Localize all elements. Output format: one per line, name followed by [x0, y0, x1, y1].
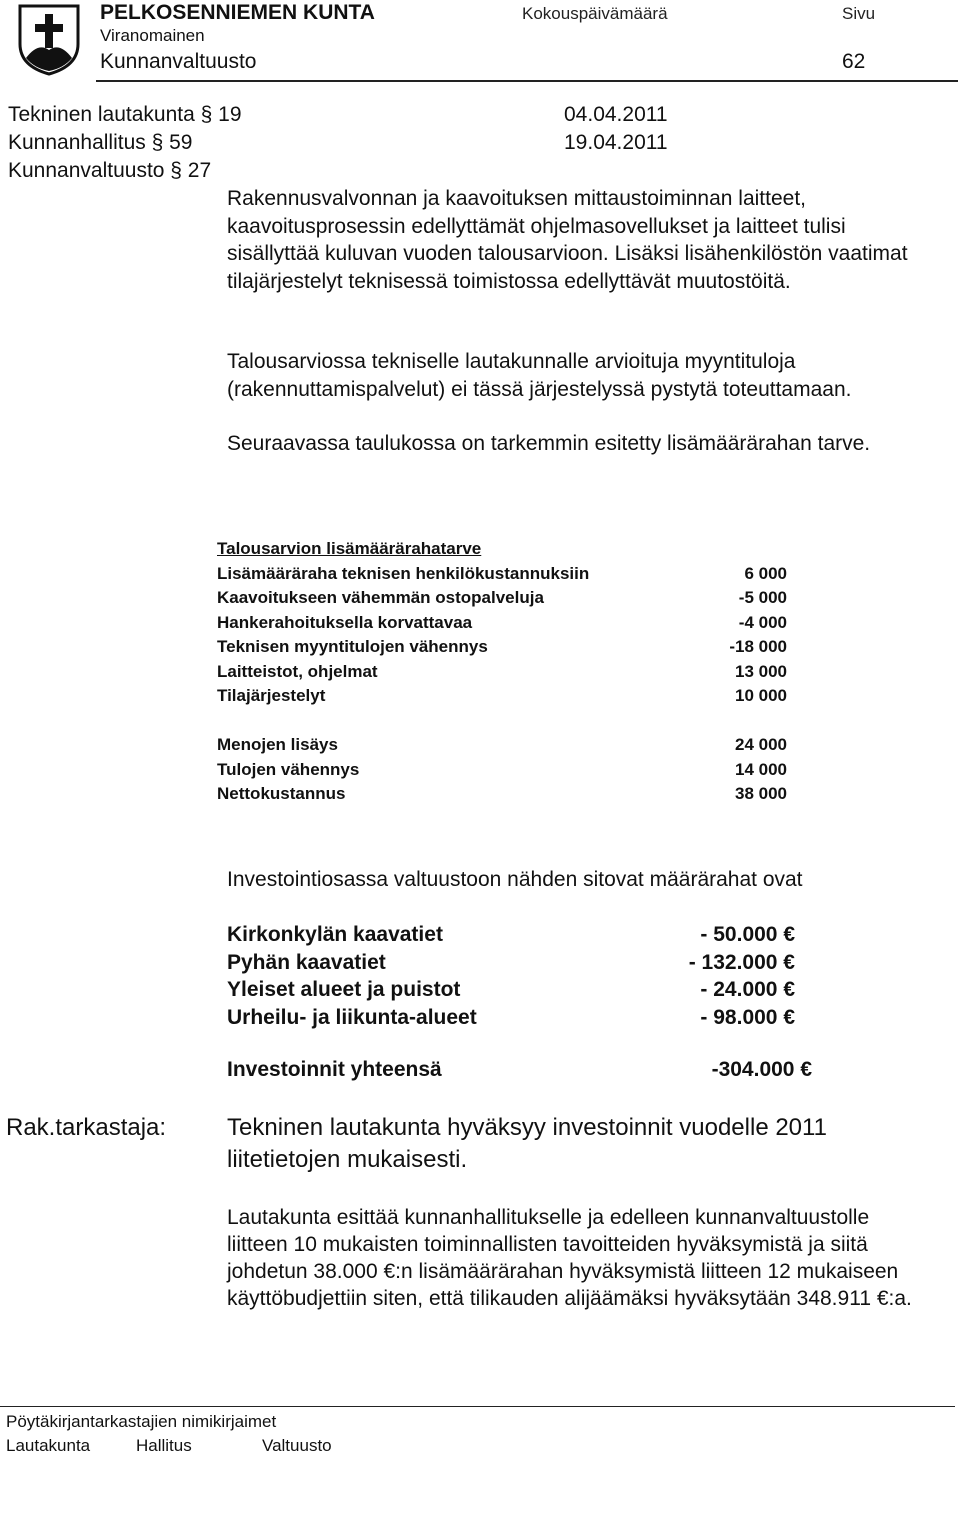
- total-value: 24 000: [735, 735, 787, 754]
- table-row: [217, 586, 787, 611]
- row-label: Hankerahoituksella korvattavaa: [217, 612, 473, 632]
- row-value: 10 000: [735, 686, 787, 705]
- paragraph-equipment-text: Rakennusvalvonnan ja kaavoituksen mittaustoiminnan laitteet, kaavoitusprosessin edellyttämät ohjelmasovellukset ja laitteet tulisi sisällyttää kuluvan vuoden talousarvioon. Lisäksi lisähenkilöstön vaatimat tilajärjestelyt teknisessä toimistossa edellyttävät muutostöitä.: [227, 187, 908, 293]
- total-label: Tulojen vähennys: [217, 759, 360, 779]
- proposal-text: Tekninen lautakunta hyväksyy investoinnit vuodelle 2011 liitetietojen mukaisesti.: [227, 1114, 827, 1173]
- header-divider: [96, 80, 958, 82]
- reference-technical-board: Tekninen lautakunta § 19: [8, 103, 242, 126]
- footer-title: Pöytäkirjantarkastajien nimikirjaimet: [6, 1412, 277, 1431]
- municipality-coat-of-arms-icon: [18, 4, 80, 76]
- investment-value: - 98.000 €: [700, 1005, 795, 1029]
- investment-label: Pyhän kaavatiet: [227, 950, 386, 974]
- row-value: -18 000: [729, 637, 787, 656]
- investment-label: Urheilu- ja liikunta-alueet: [227, 1005, 477, 1029]
- reference-municipal-board: Kunnanhallitus § 59: [8, 131, 193, 154]
- reference-technical-board-date: 04.04.2011: [564, 103, 668, 126]
- investment-label: Yleiset alueet ja puistot: [227, 978, 461, 1001]
- row-label: Lisämääräraha teknisen henkilökustannuksiin: [217, 563, 590, 583]
- investments-total-label: Investoinnit yhteensä: [227, 1058, 442, 1081]
- investments-intro: Investointiosassa valtuustoon nähden sitovat määrärahat ovat: [227, 868, 803, 891]
- table-row: [217, 635, 787, 660]
- list-item: [227, 1004, 795, 1032]
- total-value: 38 000: [735, 784, 787, 803]
- row-label: Teknisen myyntitulojen vähennys: [217, 637, 488, 656]
- total-row: [217, 782, 787, 807]
- organization-name: PELKOSENNIEMEN KUNTA: [100, 1, 375, 24]
- list-item: [227, 976, 795, 1004]
- list-item: [227, 921, 795, 949]
- paragraph-sales-income-text: Talousarviossa tekniselle lautakunnalle arvioituja myyntituloja (rakennuttamispalvelut) ei tässä järjestelyssä pystytä toteuttamaan.: [227, 350, 852, 401]
- paragraph-equipment: [227, 185, 917, 295]
- table-row: [217, 684, 787, 709]
- table-spacer: [217, 709, 787, 734]
- row-value: -4 000: [738, 612, 787, 632]
- total-label: Menojen lisäys: [217, 735, 338, 754]
- budget-table: [217, 537, 787, 807]
- footer-column-government: Hallitus: [136, 1436, 192, 1455]
- row-label: Tilajärjestelyt: [217, 686, 326, 705]
- authority-label: Viranomainen: [100, 26, 205, 45]
- row-label: Laitteistot, ohjelmat: [217, 661, 378, 681]
- list-item: [227, 949, 795, 977]
- row-value: 13 000: [735, 661, 787, 681]
- table-row: [217, 660, 787, 685]
- meeting-date-label: Kokouspäivämäärä: [522, 4, 668, 23]
- total-label: Nettokustannus: [217, 784, 346, 803]
- table-row: [217, 562, 787, 587]
- total-row: [217, 733, 787, 758]
- table-row: [217, 611, 787, 636]
- page-label: Sivu: [842, 4, 876, 23]
- row-value: -5 000: [738, 588, 787, 607]
- footer-column-board: Lautakunta: [6, 1436, 91, 1455]
- paragraph-table-intro-text: Seuraavassa taulukossa on tarkemmin esitetty lisämäärärahan tarve.: [227, 432, 871, 455]
- investments-total-value: -304.000 €: [711, 1058, 812, 1081]
- investment-value: - 24.000 €: [700, 978, 795, 1001]
- reference-municipal-board-date: 19.04.2011: [564, 131, 668, 154]
- footer-column-council: Valtuusto: [262, 1436, 332, 1455]
- row-label: Kaavoitukseen vähemmän ostopalveluja: [217, 588, 544, 607]
- paragraph-sales-income: [227, 348, 917, 403]
- decision-text: Lautakunta esittää kunnanhallitukselle ja edelleen kunnanvaltuustolle liitteen 10 mukaisten toiminnallisten tavoitteiden hyväksymistä ja siitä johdetun 38.000 €:n lisämäärärahan hyväksymistä liitteen 12 mukaiseen käyttöbudjettiin siten, että tilikauden alijäämäksi hyväksytään 348.911 €:a.: [227, 1206, 912, 1310]
- row-value: 6 000: [744, 563, 787, 583]
- footer-divider: [0, 1406, 955, 1407]
- total-value: 14 000: [735, 759, 787, 779]
- investments-total: [227, 1058, 812, 1086]
- page-number: 62: [842, 50, 866, 73]
- total-row: [217, 758, 787, 783]
- paragraph-table-intro: [227, 430, 917, 458]
- investment-value: - 132.000 €: [688, 950, 795, 974]
- council-name: Kunnanvaltuusto: [100, 50, 257, 73]
- investments-list: [227, 921, 795, 1031]
- investment-label: Kirkonkylän kaavatiet: [227, 923, 443, 946]
- reference-council: Kunnanvaltuusto § 27: [8, 159, 212, 182]
- budget-table-title: Talousarvion lisämäärärahatarve: [217, 539, 482, 558]
- investment-value: - 50.000 €: [700, 923, 795, 946]
- proposer-label: Rak.tarkastaja:: [6, 1114, 167, 1141]
